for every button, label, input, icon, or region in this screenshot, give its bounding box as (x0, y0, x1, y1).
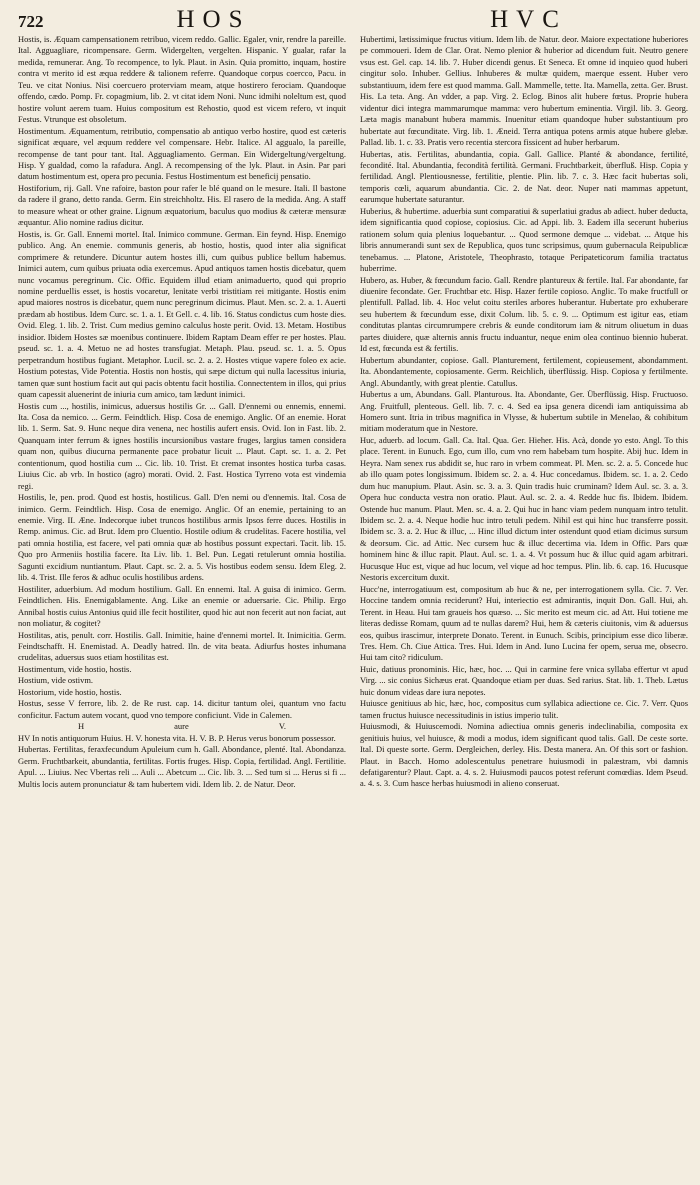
running-head-left: HOS (176, 6, 251, 33)
entry-huc: Huc, aduerb. ad locum. Gall. Ca. Ital. Qua. Ger. Hieher. His. Acà, donde yo esto. Angl. To this place. Terent. in Eunuch. Ego, cum illo, cum vno rem habebam tum hospite. Abij huc. Idem in Heyra. Nam senex rus abdidit se, huc raro in vrbem commeat. Pl. Men. sc. 2. a. 5. Concede huc ab illo quam potes longissimum. Ibidem sc. 2. a. 4. Huc concedamus. Ibidem. sc. 1. a. 2. Cedo dum huc manupium. Plaut. Asin. sc. 3. a. 3. Quin tradis huic cruminam? Idem Aul. sc. 3. a. 3. Opera huc conducta vestra non oratio. Plaut. Aul. sc. 2. a. 4. Redde huc fis. Ibidem. Ibidem. Ostende huc manum. Plaut. Men. sc. 4. a. 2. Qui huc in hanc viam pedem nunquam intro tetulit. Ibidem sc. 2. a. 4. Neque hodie huc intro tetuli pedem. Nihil est qui hinc huc transferre possit. Ibidem sc. 3. a. 2. Huc & illuc, ... Hinc illud dictum inter ostendunt quod etiam dicimus sursum & deorsum. Cic. ad Attic. Nec cursem huc & illuc decertima via. Idem in Offic. Pars quæ hominem hinc & illuc rapit. Plaut. Aul. sc. 1. a. 4. Vt possum huc & illuc quid agam arbitrari. Hucusque Huc est, vique ad huc locum, vel vique ad hoc tempus. Plin. lib. 6. cap. 16. Hucusque Nestoris excercitum duxit. (360, 434, 688, 583)
entry-hostimentum: Hostimentum. Æquamentum, retributio, compensatio ab antiquo verbo hostire, quod est cæteris significat æquare, vel æquum reddere vel compensare. Hebr. Italice. Al aggualo, la pareille, recompense de tant pour tant. Ital. Agguagliamento. German. Ein Widergeltung/vergeltung. Hisp. Y gualdad, como la rafadura. Angl. A recompensing of the lyk. Plaut. in Asin. Par pari datum hostimentum est, opera pro pecunia. Festus Hostimentum est beneficij pensatio. (18, 125, 346, 182)
entry-hv: HV In notis antiquorum Huius. H. V. honesta vita. H. V. B. P. Herus verus bonorum possessor. (18, 732, 336, 743)
entry-huberius: Huberius, & hubertime. aduerbia sunt comparatiui & superlatiui gradus ab adiect. huber deducta, idem significantia quod copiose, copiosius. Cic. ad Appi. lib. 3. Eadem illa secerunt huberius rationem solum quia plenius loquebantur. ... Quod sermone demque ... videbat. ... Atque his libris annumerandi sunt sex de Republica, quos tunc scripsimus, quum gubernacula Reipublicæ tenebamus. ... Platone, Aristotele, Theophrasto, totaque Peripateticorum familia tractatus huberrime. (360, 205, 688, 274)
signature-left: H (78, 721, 85, 732)
entry-hostus: Hostus, sesse V ferrore, lib. 2. de Re rust. cap. 14. dicitur tantum olei, quantum vno factu conficitur. Factum autem vocant, quod vno tempore conficiunt. Vide in Calemen. (18, 698, 346, 720)
entry-hostiforium: Hostiforium, rij. Gall. Vne rafoire, baston pour rafer le blé quand on le mesure. Itali. Il bastone da radere il grano, detto randa. Germ. Ein streichholtz. His. El rasero de la medida. Ang. A staff to measure wheat or other graine. Lignum æquatorium, baculus quo modius & cæteræ mensuræ æquantur. Alio nomine radius dicitur. (18, 182, 346, 228)
entry-hosticus: Hostis cum ..., hostilis, inimicus, aduersus hostilis Gr. ... Gall. D'ennemi ou ennemis, ennemi. Ita. Cosa da nemico. ... Germ. Feindtlich. Hisp. Cosa de enemigo. Anglic. Of an enemie. Horat lib. 1. Serm. Sat. 9. Hunc neque dira venena, nec hostilis aufert ensis. Ovid. Ion in Fast. lib. 2. Quanquam inter ferrum & ignes hostilis incursionibus vastare fruges, largius tamen considera quam non, quibus diucurna permanente pace probatur licuit ... Plaut. Capt. sc. 1. a. 2. Pet contentionum, quod hostilia cum ... Cic. lib. 10. Trist. Et cremat insontes hostica turba casas. Liuius Cic. ab vrb. In hostico (agro) morati. Ovid. 2. Fast. Hostica Tyrreno vota est vindemia regi. (18, 400, 346, 491)
entry-hubertas-left: Hubertas. Fertilitas, feraxfecundum Apuleium cum h. Gall. Abondance, plenté. Ital. Abondanza. Germ. Fruchtbarkeit, abundantia, fertilitas. Fortis fruges. Hisp. Copia, fertilidad. Angl. Fertilitie. Apul. ... Liuius. Nec Vbertas reli ... Auli ... Abetcum ... Cic. lib. 3. ... Sed tum si ... Herus si fi ... Multis locis autem pronunciatur & tam hubertem vidi. Idem lib. 2. de Natur. Deor. (18, 744, 346, 789)
entry-huccine-hui: Hucc'ne, interrogatiuum est, compositum ab huc & ne, per interrogationem sylla. Cic. 7. Ver. Hoccine tandem omnia reciderunt? Hui, interiectio est admirantis, inquit Don. Gall. Hui, ah. Terent. in Heau. Hui tam graueis hos quæso. ... Sic merito est meum cic. ad Att. Hui totiene me literas dedisse Romam, quum ad te nullas darem? Hui, hem & cæteris ciuitonis, vim & aduersus eos, quibus irascimur, interprete Donato. Terent. in Eunuch. Scibis, principium esse dico liberæ. Tres. Hem. Ch. Ciue Attica. Tres. Hui. Idem in And. Iuno Lucina fer opem, serua me, obsecro. Hui tam cito? ridiculum. (360, 583, 688, 663)
page-number: 722 (18, 12, 44, 31)
left-column (18, 34, 346, 1177)
entry-hostiliter: Hostiliter, aduerbium. Ad modum hostilium. Gall. En ennemi. Ital. A guisa di inimico. Germ. Feindtlichen. His. Enemigablamente. Ang. Like an enemie or aduersarie. Cic. Philip. Ergo Annibal hostis cuius Antonius quid ille fecit hostiliter, quod hic aut non fecerit aut non faciat, aut non moliatur, & cogitet? (18, 583, 346, 629)
entry-hostilitas: Hostilitas, atis, penult. corr. Hostilis. Gall. Inimitie, haine d'ennemi mortel. It. Inimicitia. Germ. Feindtschafft. H. Enemistad. A. Deadly hatred. Iln. de vita beata. Adiurfus hostes inhumana crudelitas, aduersus suos etiam hostilitas est. (18, 629, 346, 663)
entry-huic: Huic, datiuus pronominis. Hic, hæc, hoc. ... Qui in carmine fere vnica syllaba effertur vt apud Virg. ... sic conius Sichæus erat. Quandoque etiam per duas. Sed rarius. Stat. lib. 1. Theb. Lætus huic donum videas dare iura nepotes. (360, 663, 688, 697)
signature-mark (18, 721, 346, 733)
entry-hubertus: Hubertus a um, Abundans. Gall. Planturous. Ita. Abondante, Ger. Überflüssig. Hisp. Fructuoso. Ang. Fruitfull, plenteous. Gell. lib. 7. c. 4. Sed ea ipsa genera dicendi iam antiquissima ab Homero sunt. Itria in tribus magnifica in Vlysse, & hubertum subtile in Menelao, & cohibitum mitiam moderatum que in Nestore. (360, 389, 688, 434)
entry-hubertum: Hubertum abundanter, copiose. Gall. Planturement, fertilement, copieusement, abondamment. Ita. Abondantemente, copiosamente. Germ. Reichlich, überflüssig. Hisp. Copiosa y fertilmente. Angl. Abundantly, with great plentie. Catullus. (360, 354, 688, 388)
entry-hostimentum-ref: Hostimentum, vide hostio, hostis. (18, 663, 132, 674)
page-header (18, 6, 686, 32)
entry-hubertas: Hubertas, atis. Fertilitas, abundantia, copia. Gall. Gallice. Planté & abondance, fertilité, fecondité. Ital. Abundantia, fecondità fertilità. Germani. Fruchtbarkeit, überfluß. Hisp. Copia y fertilidad. Angl. Plentiousnesse, fertilitie, plentie. Plin. lib. 7. c. 3. Hæc facit hubertas soli, temporis cœli, aquarum abundantia. Cic. 2. de Nat. deor. Nuper nati mammas appetunt, earumque hubertate saturantur. (360, 148, 688, 205)
entry-hostorium-ref: Hostorium, vide hostio, hostis. (18, 686, 122, 697)
entry-hostis: Hostis, is. Gr. Gall. Ennemi mortel. Ital. Inimico commune. German. Ein feynd. Hisp. Enemigo publico. Ang. An enemie. communis generis, ab hostio, hostis, quod inter alia significat comprimere & retundere. Dicuntur autem hostes illi, cum quibus publice bellum habemus. Inimici autem, cum quibus priuata odia exercemus. Apud antiquos tamen hostis dicebatur, quem nunc vocamus peregrinum. Cic. Offic. Equidem illud etiam animaduerto, quod qui proprio nomine perduellis esset, is hostis vocaretur, lenitate verbi tristitiam rei mitigante. Hostis enim apud maiores nostros is dicebatur, quem nunc peregrinum dicimus. Plaut. Men. sc. 2. a. 1. Auerti prædam ab hostibus. Idem Curc. sc. 1. a. 1. Et Gell. c. 4. lib. 16. Status condictus cum hoste dies. Ovid. Eleg. 1. lib. 2. Trist. Cum medius gemino calculus hoste perit. Ovid. 13. Metam. Hostibus insidior. Ibidem Hostes sæ moenibus continuere. Ibidem Raptam Deam effer re per hostes. Plau. pseud. sc. 1. a. 4. Metuo ne ad hostes transfugiat. Metaph. Plau. pseud. sc. 1. a. 5. Opus perpetrandum hostibus fugiant. Metaphor. Lucil. sc. 2. a. 2. Hostes vtique vapere foleo ex acie. Hostium potestas, Vide Potentia. Hostis non hostis, qui sæpe dictum qui nulla lacessitus iniuria, tamen quæ sunt hostium facit aut qui pacis obtentu facit hostilia. Connectentem in illos, qui prius quam capessit aluenerint de iniuria cum amico, tam lædunt inimici. (18, 228, 346, 400)
entry-hostilis: Hostilis, le, pen. prod. Quod est hostis, hostilicus. Gall. D'en nemi ou d'ennemis. Ital. Cosa de inimico. Germ. Feindtlich. Hisp. Cosa de enemigo. Anglic. Of an enemie, pertaining to an enemie. Virg. II. Æne. Indecorque iubet truncos hostilibus armis Ipsos ferre duces. Hostilis in Remp. animus. Cic. ad Brut. Idem pro Cluentio. Hostile odium & crudelitas. Facere hostilia, vel pati omnia hostilia, est facere, vel pati omnia quæ ab hostibus possunt expectari. Tacit. lib. 15. Quo pro Armeniis hostilia facere. Ita Liv. lib. 1. Bel. Pun. Legati retulerunt omnia hostilia. Sagunti excidium nuntiantum. Plaut. Capt. sc. 2. a. 5. Vis hostibus eodem sensu. Idem Eleg. 2. lib. 4. Trist. Ille feros & adhuc oculis hostilibus ardens. (18, 492, 346, 583)
text-columns (18, 34, 688, 1177)
right-column (360, 34, 688, 1177)
signature-center: aure (174, 721, 189, 732)
running-head-right: HVC (490, 6, 567, 33)
entry-huber: Hubertimi, lætissimique fructus vitium. Idem lib. de Natur. deor. Maiore expectatione huberiores pe commoueri. Idem de Clar. Orat. Nemo plenior & huberior ad dicendum fuit. Neutro genere vsus est. Gel. cap. 14. lib. 7. Huber dicendi genus. Et Seneca. Et omne id inquieo quod huberi cingitur solo. Inhuber. Gellius. Inhuberes & multæ quidem, maerque essent. Huber vero substantiuum, idem fere est quod mamma. Gall. Mammelle, tette. Ita. Mamella, zetta. Ger. Brust. His. La teta. Ang. An vdder, a pap. Virg. 2. Eclog. Binos alit hubere fœtus. Proprie hubera videntur dici integra mammarumque mamma: vero hubertum eminentia. Virgil. lib. 3. Georg. Læta magis manabunt hubera mammis. Inuenitur etiam quandoque huber substantiuum pro hubertate aut fœcunditate. Virg. lib. 1. Æneid. Terra antiqua potens armis atque hubere glebæ. Pallad. lib. 1. c. 33. Pratis vero recentia stercora fissicent ad huber herbarum. (360, 34, 688, 148)
entry-hostium-ref: Hostium, vide ostivm. (18, 675, 94, 686)
entry-huiusce: Huiusce genitiuus ab hic, hæc, hoc, compositus cum syllabica adiectione ce. Cic. 7. Verr. Quos tamen fructus huiusce necessitudinis in istius imperio tulit. (360, 698, 688, 720)
entry-hubero: Hubero, as. Huber, & fœcundum facio. Gall. Rendre plantureux & fertile. Ital. Far abondante, far diuenire fecondate. Ger. Fruchtbar etc. Hisp. Hazer fertile copioso. Anglic. To make fructfull or plentifull. Pallad. lib. 4. Hoc velut coitu steriles arbores huberantur. Hubertate pro exhuberare seu hubertem & fœcundum esse, dixit Colum. lib. 5. c. 9. ... Optimum est igitur eas, etiam conditutas plantas circumrumpere crebris & eunde conditorum iam & nitrum oliuetum in duas partes diuidere, quæ alternis annis fructu induantur, neque enim olea continuo biennio huberat. Id est, fœcunda est & fertilis. (360, 274, 688, 354)
signature-right: V. (278, 721, 286, 732)
entry-hostio: Hostis, is. Æquam campensationem retribuo, vicem reddo. Gallic. Egaler, vnir, rendre la pareille. Ital. Agguagliare, ricompensare. Germ. Widergelten, vergelten. Hispanic. Y gualar, rafar la medida, remunerar. Ang. To recompence, to lyk. Plaut. in Asin. Quia promitto, inquam, hostire contra vt merito id est æqua reddere & talionem referre. Quandoque corpus coercco, Pacu. in Teu. ve citat Nonius. Nisi coercuero proterviam meam, atque hostirero ferociam. Quandoque offendo, cædo. Pomp. Fr. copagmium, lib. 2. vt citat idem Noni. Nunc idmihi noleltum est, quod hostire volunt aerem tuam. Huius compositum est Rehostio, quod est vicem refero, vt inquit Festus. Vtrunque est obsoletum. (18, 34, 346, 125)
entry-huiusmodi: Huiusmodi, & Huiuscemodi. Nomina adiectiua omnis generis indeclinabilia, composita ex genitiuis huius, vel huiusce, & modi a modus, idem significant quod talis. Gall. De ceste sorte. Ital. Di queste sorte. Germ. Dergleichen, derley. His. Desta manera. An. Of this sort or fashion. Plaut. in Bacch. Homo adolescentulus penetrare huiusmodi in palæstram, vbi damnis defatigarentur? Plaut. Capt. a. 4. s. 2. Huiusmodi paucos potest referunt comœdias. Idem Pseud. a. 4. s. 3. Cum hasce herbas huiusmodi in alieno conseruat. (360, 721, 688, 789)
